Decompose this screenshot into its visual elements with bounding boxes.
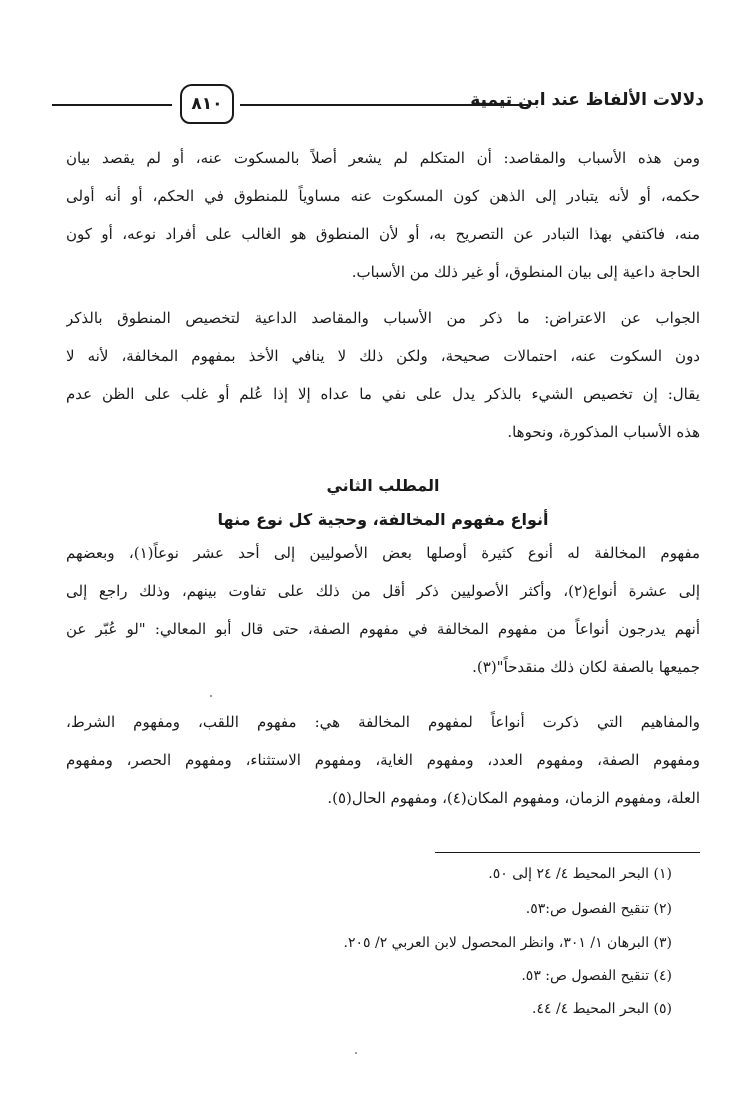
text-line: منه، فاكتفي بهذا التبادر عن التصريح به، أو لأن المنطوق هو الغالب على أفراد نوعه، أو كون xyxy=(66,225,700,243)
footnote-3: (٣) البرهان ١/ ٣٠١، وانظر المحصول لابن العربي ٢/ ٢٠٥. xyxy=(343,935,672,951)
scan-speck xyxy=(210,695,212,697)
text-line: إلى عشرة أنواع(٢)، وأكثر الأصوليين ذكر أقل من ذلك على تفاوت بينهم، وذلك راجع إلى xyxy=(66,582,700,600)
paragraph-4 xyxy=(66,703,700,817)
footnote-5: (٥) البحر المحيط ٤/ ٤٤. xyxy=(532,1001,672,1017)
header-rule-left xyxy=(52,104,172,106)
text-line: هذه الأسباب المذكورة، ونحوها. xyxy=(507,423,700,441)
running-title: دلالات الألفاظ عند ابن تيمية xyxy=(470,90,704,110)
text-line: يقال: إن تخصيص الشيء بالذكر يدل على نفي ما عداه إلا إذا عُلم أو غلب على الظن عدم xyxy=(66,385,700,403)
text-line: مفهوم المخالفة له أنوع كثيرة أوصلها بعض الأصوليين إلى أحد عشر نوعاً(١)، وبعضهم xyxy=(66,544,700,562)
text-line: جميعها بالصفة لكان ذلك منقدحاً"(٣). xyxy=(472,658,700,676)
paragraph-2 xyxy=(66,299,700,451)
text-line: حكمه، أو لأنه يتبادر إلى الذهن كون المسكوت عنه مساوياً للمنطوق في الحكم، أو أنه أولى xyxy=(66,187,700,205)
text-line: ومفهوم الصفة، ومفهوم العدد، ومفهوم الغاية، ومفهوم الاستثناء، ومفهوم الحصر، ومفهوم xyxy=(66,751,700,769)
text-line: الحاجة داعية إلى بيان المنطوق، أو غير ذلك من الأسباب. xyxy=(351,263,700,281)
section-heading: المطلب الثاني xyxy=(326,476,440,495)
footnote-1: (١) البحر المحيط ٤/ ٢٤ إلى ٥٠. xyxy=(488,866,672,882)
footnote-separator xyxy=(435,852,700,853)
footnote-4: (٤) تنقيح الفصول ص: ٥٣. xyxy=(521,968,672,984)
footnote-2: (٢) تنقيح الفصول ص:٥٣. xyxy=(525,901,672,917)
paragraph-1 xyxy=(66,139,700,291)
text-line: ومن هذه الأسباب والمقاصد: أن المتكلم لم يشعر أصلاً بالمسكوت عنه، أو لم يقصد بيان xyxy=(66,149,700,167)
paragraph-3 xyxy=(66,534,700,686)
text-line: الجواب عن الاعتراض: ما ذكر من الأسباب والمقاصد الداعية لتخصيص المنطوق بالذكر xyxy=(66,309,700,327)
section-subtitle: أنواع مفهوم المخالفة، وحجية كل نوع منها xyxy=(217,510,549,529)
text-line: أنهم يدرجون أنواعاً من مفهوم المخالفة في مفهوم الصفة، حتى قال أبو المعالي: "لو عُبّر عن xyxy=(66,620,700,638)
page-header xyxy=(52,84,704,124)
page-number: ٨١٠ xyxy=(191,94,223,114)
scan-speck xyxy=(355,1052,357,1054)
page-number-box xyxy=(180,84,234,124)
text-line: والمفاهيم التي ذكرت أنواعاً لمفهوم المخالفة هي: مفهوم اللقب، ومفهوم الشرط، xyxy=(66,713,700,731)
text-line: دون السكوت عنه، احتمالات صحيحة، ولكن ذلك لا ينافي الأخذ بمفهوم المخالفة، لأنه لا xyxy=(66,347,700,365)
text-line: العلة، ومفهوم الزمان، ومفهوم المكان(٤)، ومفهوم الحال(٥). xyxy=(327,789,700,807)
